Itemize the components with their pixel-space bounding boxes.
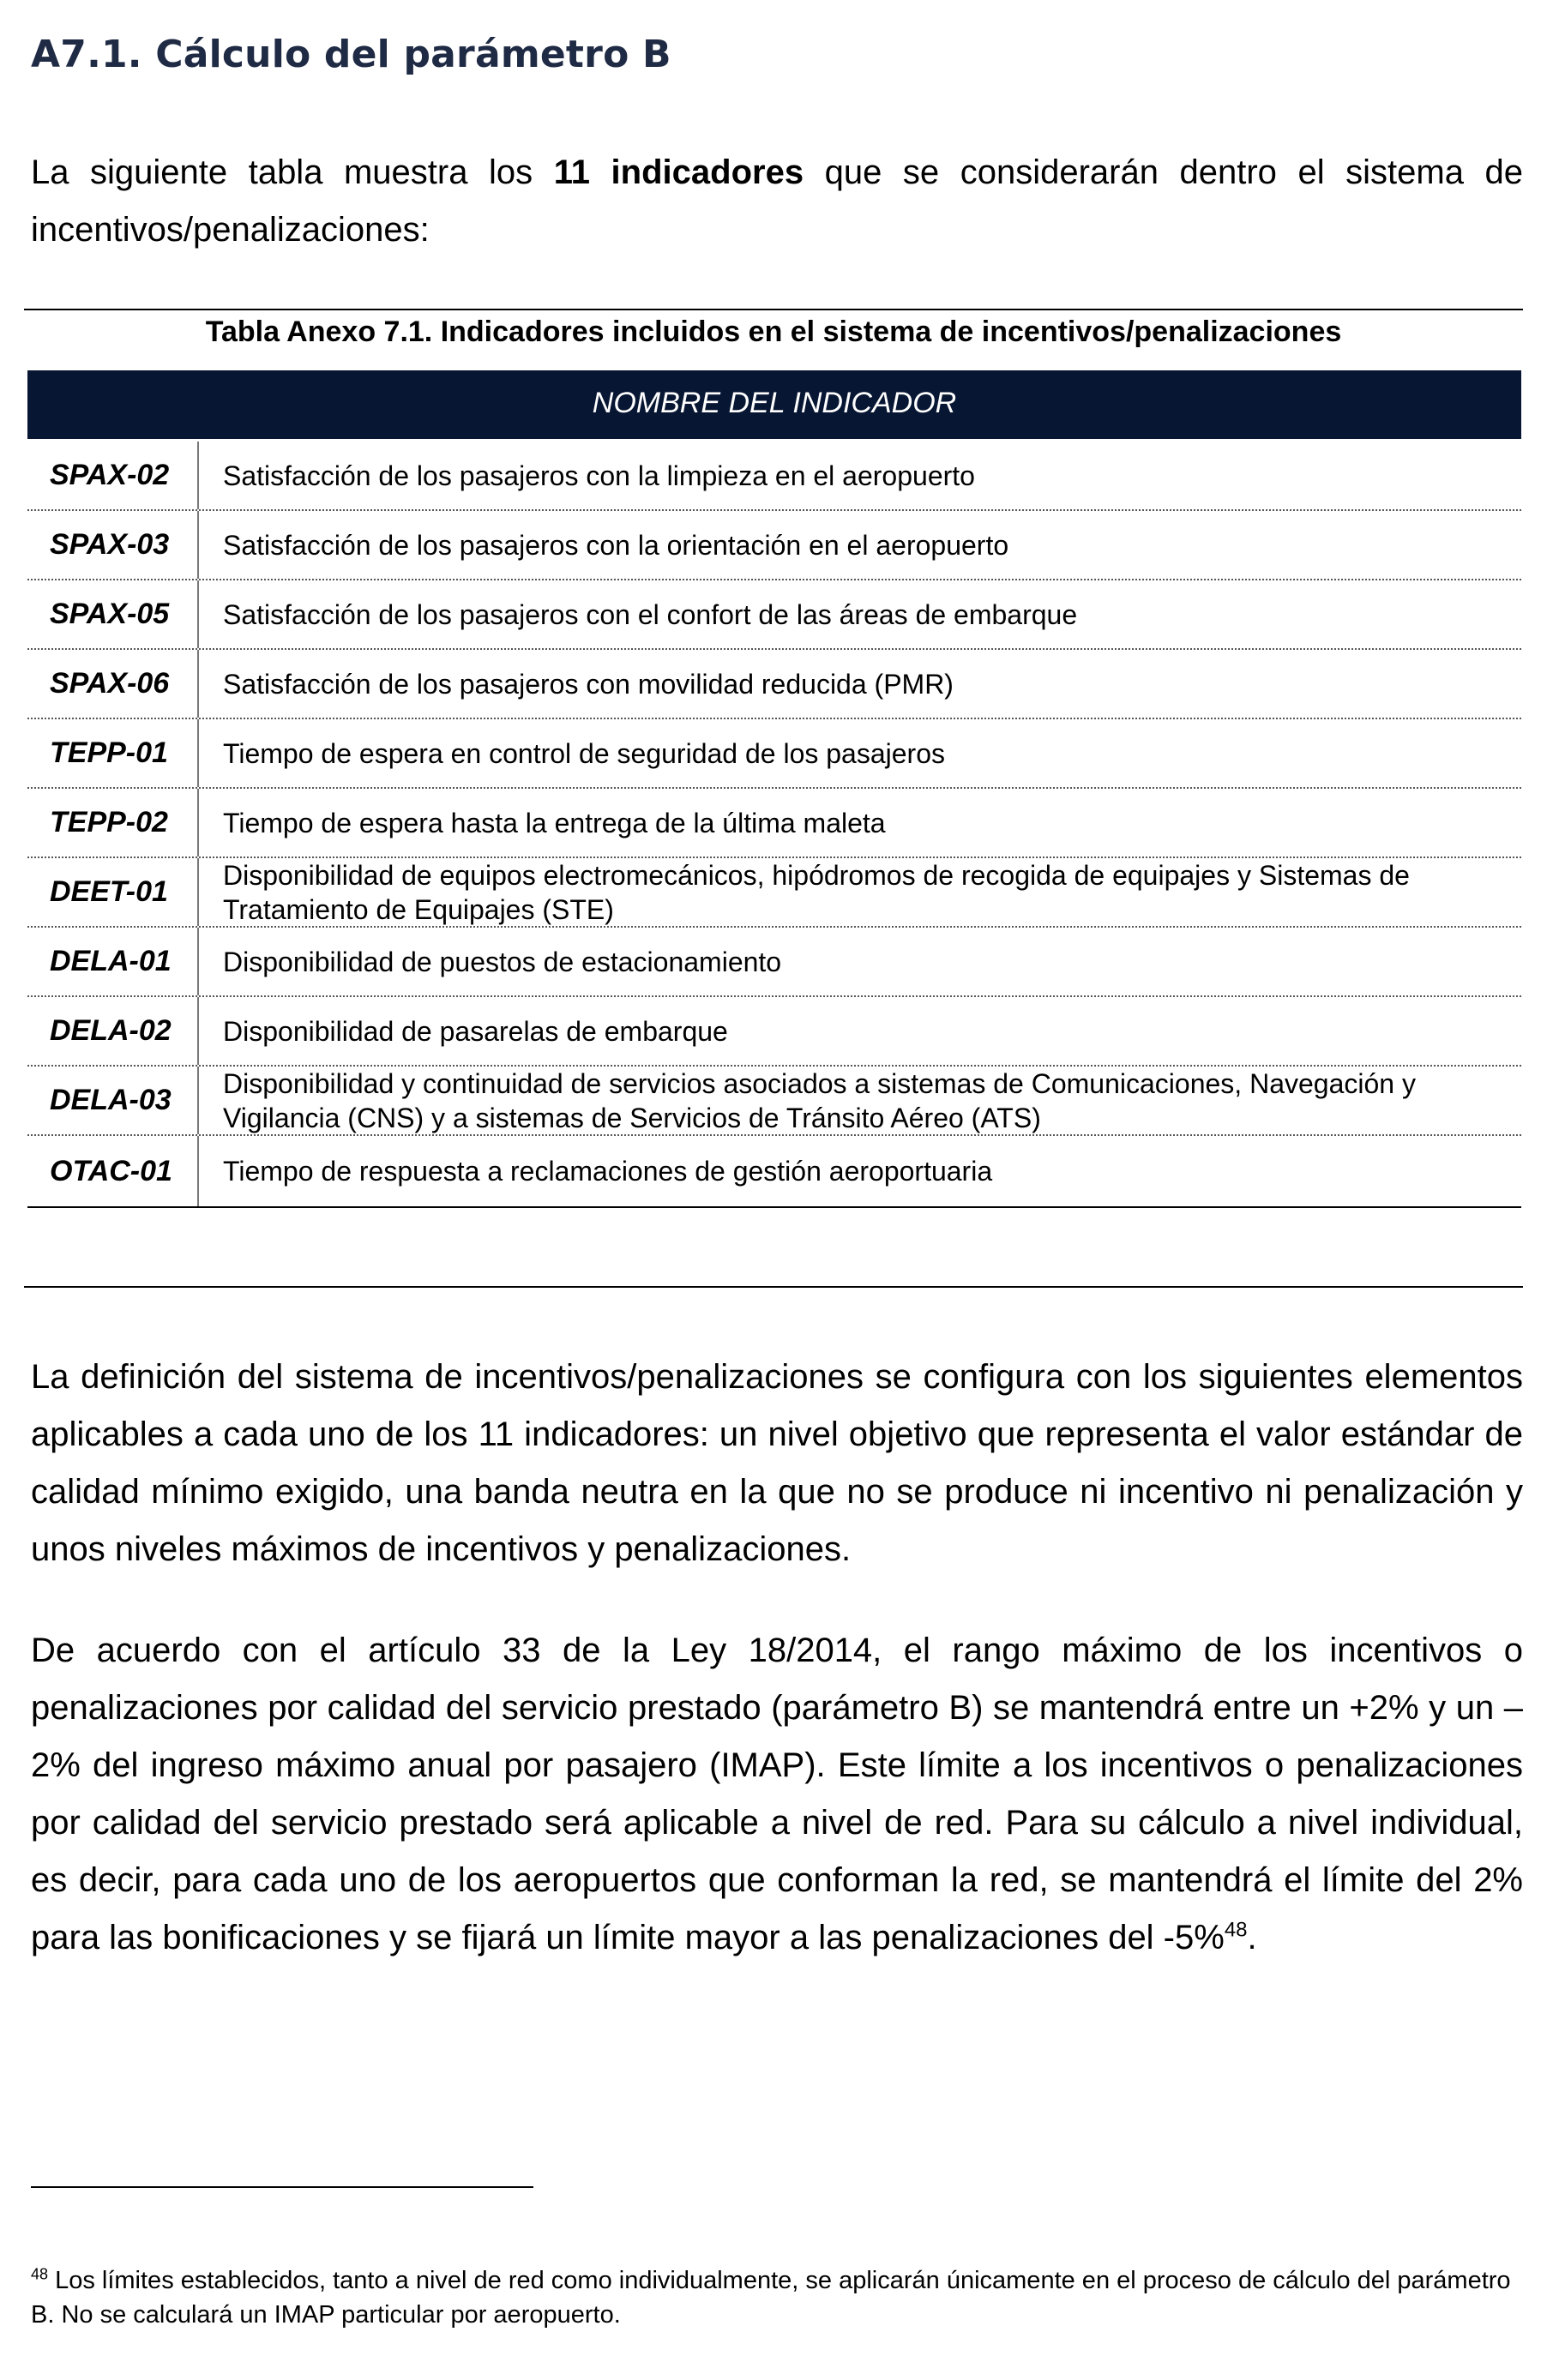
indicator-code: TEPP-01 (27, 719, 199, 787)
footnote-reference[interactable]: 48 (1224, 1918, 1248, 1942)
footnote-number: 48 (31, 2265, 49, 2283)
table-row (27, 511, 1521, 580)
indicator-code: OTAC-01 (27, 1136, 199, 1206)
indicator-code: SPAX-03 (27, 511, 199, 579)
indicator-code: SPAX-06 (27, 650, 199, 718)
indicator-code: DELA-01 (27, 928, 199, 995)
indicator-code: DELA-02 (27, 997, 199, 1065)
indicator-name: Tiempo de respuesta a reclamaciones de gestión aeroportuaria (223, 1156, 993, 1187)
table-row (27, 858, 1521, 928)
paragraph-definition: La definición del sistema de incentivos/penalizaciones se configura con los siguientes elementos aplicables a cada uno de los 11 indicadores: un nivel objetivo que representa el valor estándar de calidad mínimo exigido, una banda neutra en la que no se produce ni incentivo ni penalización y unos niveles máximos de incentivos y penalizaciones. (31, 1358, 1523, 1568)
footnote (31, 2263, 1523, 2332)
intro-text-before: La siguiente tabla muestra los (31, 153, 554, 191)
indicator-code: TEPP-02 (27, 789, 199, 856)
table-row (27, 997, 1521, 1067)
indicator-name: Satisfacción de los pasajeros con la limpieza en el aeropuerto (223, 460, 975, 491)
indicator-code: DELA-03 (27, 1067, 199, 1134)
table-row (27, 442, 1521, 511)
table-caption: Tabla Anexo 7.1. Indicadores incluidos en el sistema de incentivos/penalizaciones (205, 316, 1342, 348)
table-header-label: NOMBRE DEL INDICADOR (592, 387, 957, 419)
table-row (27, 928, 1521, 997)
indicator-name: Disponibilidad y continuidad de servicios asociados a sistemas de Comunicaciones, Navegación y Vigilancia (CNS) y a sistemas de Servicios de Tránsito Aéreo (ATS) (223, 1067, 1416, 1133)
table-row (27, 789, 1521, 858)
table-top-rule (24, 309, 1523, 310)
indicator-name: Satisfacción de los pasajeros con el confort de las áreas de embarque (223, 598, 1078, 630)
section-heading: A7.1. Cálculo del parámetro B (31, 33, 671, 76)
indicator-name: Disponibilidad de pasarelas de embarque (223, 1015, 728, 1047)
table-row (27, 650, 1521, 719)
table-bottom-rule (24, 1286, 1523, 1288)
indicator-code: SPAX-02 (27, 442, 199, 509)
intro-text-after: que se considerarán dentro el sistema de incentivos/penalizaciones: (31, 153, 1523, 249)
footnote-separator (31, 2186, 533, 2188)
intro-text-bold: 11 indicadores (553, 153, 804, 191)
indicator-name: Satisfacción de los pasajeros con movilidad reducida (PMR) (223, 668, 954, 700)
indicator-name: Tiempo de espera hasta la entrega de la última maleta (223, 807, 886, 838)
table-row (27, 1067, 1521, 1136)
table-row (27, 580, 1521, 650)
paragraph-law-end: . (1247, 1919, 1257, 1956)
indicator-name: Disponibilidad de equipos electromecánicos, hipódromos de recogida de equipajes y Sistemas de Tratamiento de Equipajes (STE) (223, 859, 1410, 925)
indicator-name: Disponibilidad de puestos de estacionamiento (223, 946, 782, 977)
indicator-name: Tiempo de espera en control de seguridad de los pasajeros (223, 737, 945, 769)
paragraph-law-text: De acuerdo con el artículo 33 de la Ley 18/2014, el rango máximo de los incentivos o penalizaciones por calidad del servicio prestado (parámetro B) se mantendrá entre un +2% y un –2% del ingreso máximo anual por pasajero (IMAP). Este límite a los incentivos o penalizaciones por calidad del servicio prestado será aplicable a nivel de red. Para su cálculo a nivel individual, es decir, para cada uno de los aeropuertos que conforman la red, se mantendrá el límite del 2% para las bonificaciones y se fijará un límite mayor a las penalizaciones del -5% (31, 1632, 1523, 1956)
indicator-table (27, 442, 1521, 1208)
table-row (27, 1136, 1521, 1208)
indicator-code: DEET-01 (27, 858, 199, 926)
footnote-text: Los límites establecidos, tanto a nivel de red como individualmente, se aplicarán únicamente en el proceso de cálculo del parámetro B. No se calculará un IMAP particular por aeropuerto. (31, 2267, 1511, 2329)
intro-paragraph (31, 144, 1523, 259)
table-row (27, 719, 1521, 789)
indicator-code: SPAX-05 (27, 580, 199, 648)
paragraph-law (31, 1622, 1523, 1967)
table-header (27, 370, 1521, 439)
indicator-name: Satisfacción de los pasajeros con la orientación en el aeropuerto (223, 529, 1009, 561)
